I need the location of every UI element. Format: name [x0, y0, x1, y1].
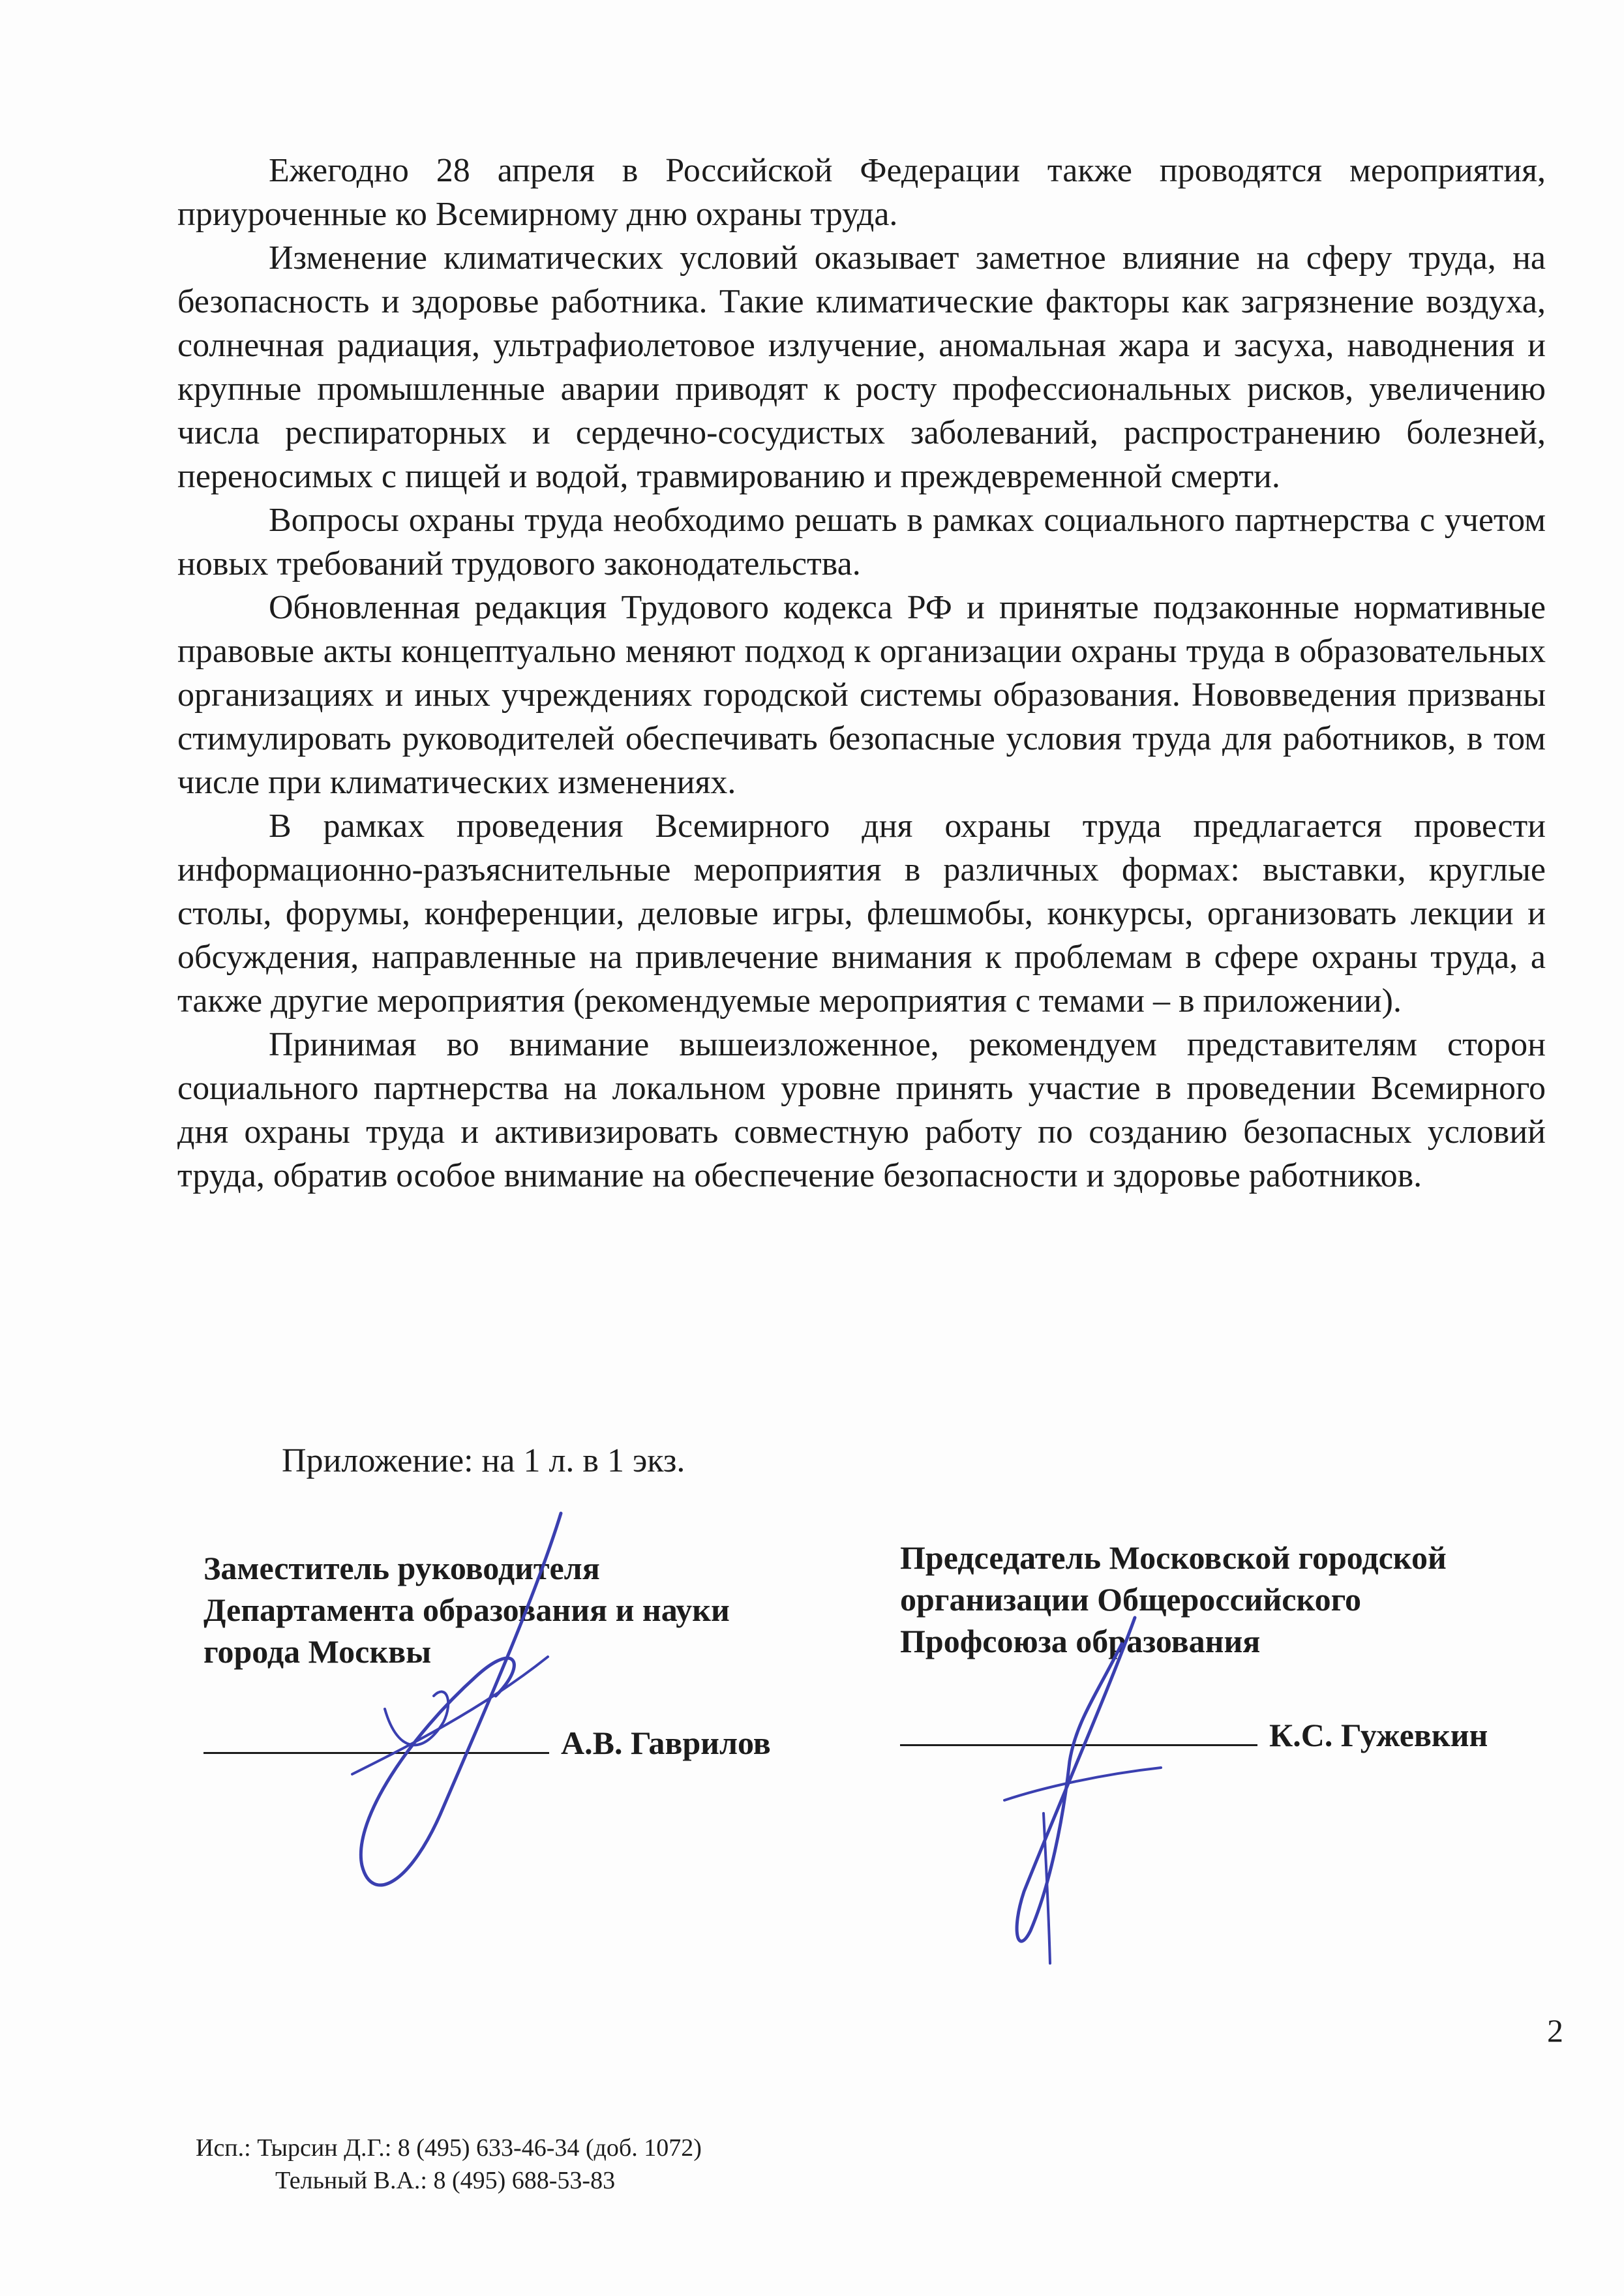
- attachment-note: Приложение: на 1 л. в 1 экз.: [282, 1442, 685, 1479]
- right-handwritten-signature: [965, 1605, 1180, 1970]
- left-title-line-3: города Москвы: [203, 1633, 432, 1670]
- letter-body: [177, 149, 1546, 1198]
- page-number: 2: [1547, 2012, 1563, 2049]
- right-title-line-1: Председатель Московской городской: [900, 1539, 1447, 1576]
- paragraph-2: Изменение климатических условий оказывает заметное влияние на сферу труда, на безопасность и здоровье работника. Такие климатические факторы как загрязнение воздуха, солнечная радиация, ультрафиолетовое излучение, аномальная жара и засуха, наводнения и крупные промышленные аварии приводят к росту профессиональных рисков, увеличению числа респираторных и сердечно-сосудистых заболеваний, распространению болезней, переносимых с пищей и водой, травмированию и преждевременной смерти.: [177, 239, 1546, 495]
- right-title-line-3: Профсоюза образования: [900, 1623, 1261, 1659]
- right-title-line-2: организации Общероссийского: [900, 1581, 1362, 1618]
- left-title-line-1: Заместитель руководителя: [203, 1550, 600, 1586]
- paragraph-1: Ежегодно 28 апреля в Российской Федерации также проводятся мероприятия, приуроченные ко Всемирному дню охраны труда.: [177, 152, 1546, 233]
- left-signatory-name: А.В. Гаврилов: [561, 1725, 771, 1761]
- left-title-line-2: Департамента образования и науки: [203, 1592, 730, 1628]
- paragraph-5: В рамках проведения Всемирного дня охраны труда предлагается провести информационно-разъяснительные мероприятия в различных формах: выставки, круглые столы, форумы, конференции, деловые игры, флешмобы, конкурсы, организовать лекции и обсуждения, направленные на привлечение внимания к проблемам в сфере охраны труда, а также другие мероприятия (рекомендуемые мероприятия с темами – в приложении).: [177, 808, 1546, 1020]
- left-handwritten-signature: [313, 1500, 600, 1918]
- paragraph-4: Обновленная редакция Трудового кодекса РФ и принятые подзаконные нормативные правовые акты концептуально меняют подход к организации охраны труда в образовательных организациях и иных учреждениях городской системы образования. Нововведения призваны стимулировать руководителей обеспечивать безопасные условия труда для работников, в том числе при климатических изменениях.: [177, 589, 1546, 801]
- right-signatory-name: К.С. Гужевкин: [1269, 1717, 1488, 1753]
- contact-line-1: Исп.: Тырсин Д.Г.: 8 (495) 633-46-34 (доб. 1072): [196, 2134, 702, 2162]
- contacts: [196, 2132, 702, 2197]
- paragraph-6: Принимая во внимание вышеизложенное, рекомендуем представителям сторон социального партнерства на локальном уровне принять участие в проведении Всемирного дня охраны труда и активизировать совместную работу по созданию безопасных условий труда, обратив особое внимание на обеспечение безопасности и здоровье работников.: [177, 1026, 1546, 1194]
- paragraph-3: Вопросы охраны труда необходимо решать в рамках социального партнерства с учетом новых требований трудового законодательства.: [177, 502, 1546, 582]
- contact-line-2: Тельный В.А.: 8 (495) 688-53-83: [275, 2167, 616, 2194]
